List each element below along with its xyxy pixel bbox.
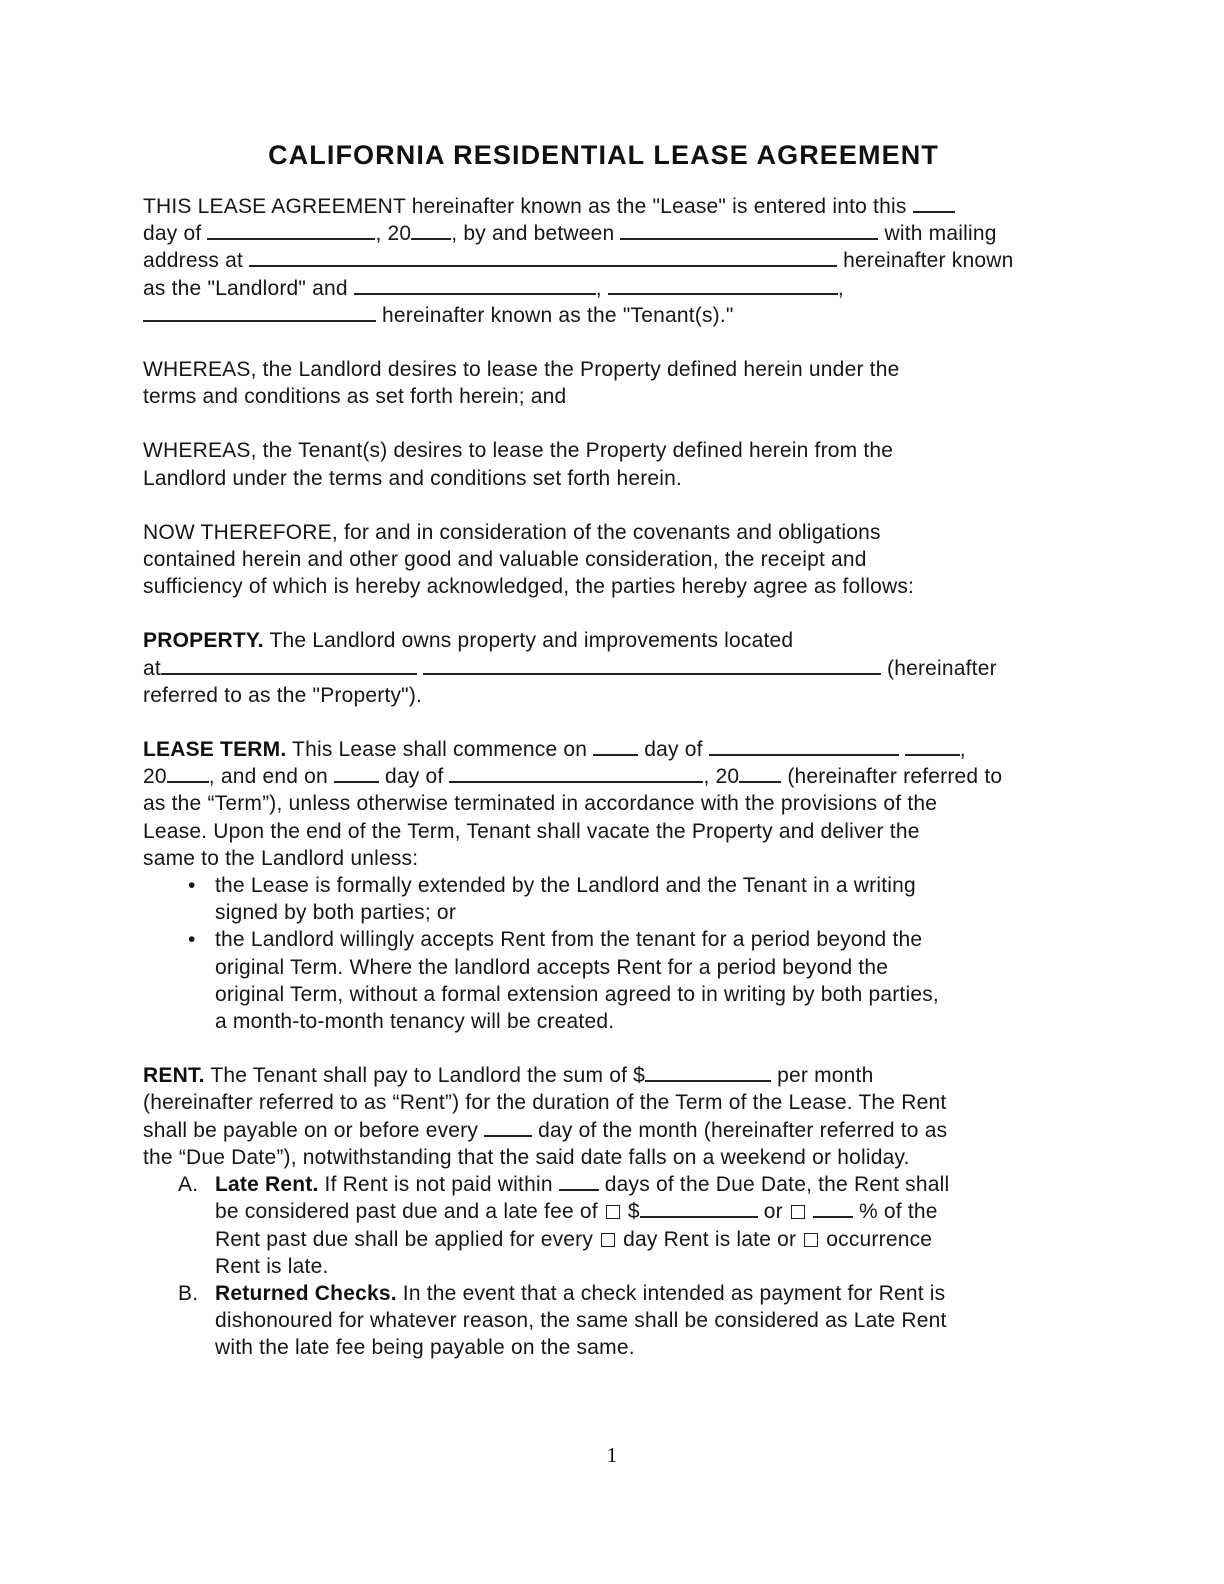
blank-fill-in-field[interactable] bbox=[739, 765, 781, 783]
checkbox[interactable] bbox=[804, 1233, 818, 1247]
document-title: CALIFORNIA RESIDENTIAL LEASE AGREEMENT bbox=[268, 140, 939, 170]
blank-fill-in-field[interactable] bbox=[423, 657, 881, 675]
blank-fill-in-field[interactable] bbox=[207, 222, 375, 240]
bullet-icon: • bbox=[188, 874, 196, 898]
blank-fill-in-field[interactable] bbox=[161, 657, 417, 675]
blank-fill-in-field[interactable] bbox=[913, 195, 955, 213]
late-rent-text: Late Rent. If Rent is not paid within days of the Due Date, the Rent shall be considered past due and a late fee of $ or % of the Rent past due shall be applied for every day Rent is late or occurrence Rent is late. bbox=[215, 1173, 950, 1278]
bullet-text: the Lease is formally extended by the Landlord and the Tenant in a writing signed by both parties; or bbox=[215, 874, 916, 925]
blank-fill-in-field[interactable] bbox=[813, 1200, 853, 1218]
blank-fill-in-field[interactable] bbox=[559, 1173, 599, 1191]
section-label: Late Rent. bbox=[215, 1173, 319, 1197]
lease-term-section: LEASE TERM. This Lease shall commence on day of , 20 , and end on day of , 20 (hereinafter referred to as the “Term”), unless otherwise terminated in accordance with the provisions of the Lease. Upon the end of the Term, Tenant shall vacate the Property and deliver the same to the Landlord unless: bbox=[143, 738, 1003, 870]
blank-fill-in-field[interactable] bbox=[640, 1200, 758, 1218]
item-letter: A. bbox=[178, 1173, 199, 1197]
lease-term-bullet-extension bbox=[143, 872, 1064, 926]
whereas-tenant-paragraph: WHEREAS, the Tenant(s) desires to lease the Property defined herein from the Landlord under the terms and conditions set forth herein. bbox=[143, 439, 894, 490]
intro-paragraph: THIS LEASE AGREEMENT hereinafter known as the "Lease" is entered into this day of , 20 , by and between with mailing address at hereinafter known as the "Landlord" and , , hereinafter known as the "Tenant(s)." bbox=[143, 195, 1014, 327]
late-rent-item bbox=[143, 1171, 1064, 1280]
blank-fill-in-field[interactable] bbox=[484, 1119, 532, 1137]
blank-fill-in-field[interactable] bbox=[709, 738, 899, 756]
blank-fill-in-field[interactable] bbox=[620, 222, 878, 240]
section-label: RENT. bbox=[143, 1064, 205, 1088]
blank-fill-in-field[interactable] bbox=[593, 738, 638, 756]
section-label: LEASE TERM. bbox=[143, 738, 287, 762]
blank-fill-in-field[interactable] bbox=[905, 738, 960, 756]
item-letter: B. bbox=[178, 1281, 199, 1305]
property-section: PROPERTY. The Landlord owns property and improvements located at (hereinafter referred to as the "Property"). bbox=[143, 629, 997, 707]
blank-fill-in-field[interactable] bbox=[334, 765, 379, 783]
rent-section: RENT. The Tenant shall pay to Landlord the sum of $ per month (hereinafter referred to as “Rent”) for the duration of the Term of the Lease. The Rent shall be payable on or before every day of the month (hereinafter referred to as the “Due Date”), notwithstanding that the said date falls on a weekend or holiday. bbox=[143, 1064, 948, 1169]
returned-checks-text: Returned Checks. In the event that a check intended as payment for Rent is dishonoured for whatever reason, the same shall be considered as Late Rent with the late fee being payable on the same. bbox=[215, 1281, 947, 1360]
blank-fill-in-field[interactable] bbox=[645, 1064, 771, 1082]
section-label: Returned Checks. bbox=[215, 1281, 397, 1305]
blank-fill-in-field[interactable] bbox=[354, 277, 596, 295]
blank-fill-in-field[interactable] bbox=[449, 765, 703, 783]
checkbox[interactable] bbox=[791, 1205, 805, 1219]
blank-fill-in-field[interactable] bbox=[411, 222, 451, 240]
blank-fill-in-field[interactable] bbox=[608, 277, 838, 295]
bullet-icon: • bbox=[188, 928, 196, 952]
returned-checks-item bbox=[143, 1280, 1064, 1362]
bullet-text: the Landlord willingly accepts Rent from the tenant for a period beyond the original Term. Where the landlord accepts Rent for a period beyond the original Term, without a formal extension agreed to in writing by both parties, a month-to-month tenancy will be created. bbox=[215, 928, 939, 1034]
lease-term-bullet-holdover bbox=[143, 926, 1064, 1035]
blank-fill-in-field[interactable] bbox=[167, 765, 209, 783]
now-therefore-paragraph: NOW THEREFORE, for and in consideration of the covenants and obligations contained herein and other good and valuable consideration, the receipt and sufficiency of which is hereby acknowledged, the parties hereby agree as follows: bbox=[143, 520, 915, 599]
rent-subsections-list bbox=[143, 1171, 1064, 1361]
whereas-landlord-paragraph: WHEREAS, the Landlord desires to lease the Property defined herein under the terms and conditions as set forth herein; and bbox=[143, 358, 900, 409]
section-label: PROPERTY. bbox=[143, 629, 264, 653]
checkbox[interactable] bbox=[606, 1205, 620, 1219]
blank-fill-in-field[interactable] bbox=[249, 249, 837, 267]
blank-fill-in-field[interactable] bbox=[143, 304, 376, 322]
lease-term-bullet-list bbox=[143, 872, 1064, 1035]
checkbox[interactable] bbox=[601, 1233, 615, 1247]
page-number: 1 bbox=[606, 1443, 618, 1467]
